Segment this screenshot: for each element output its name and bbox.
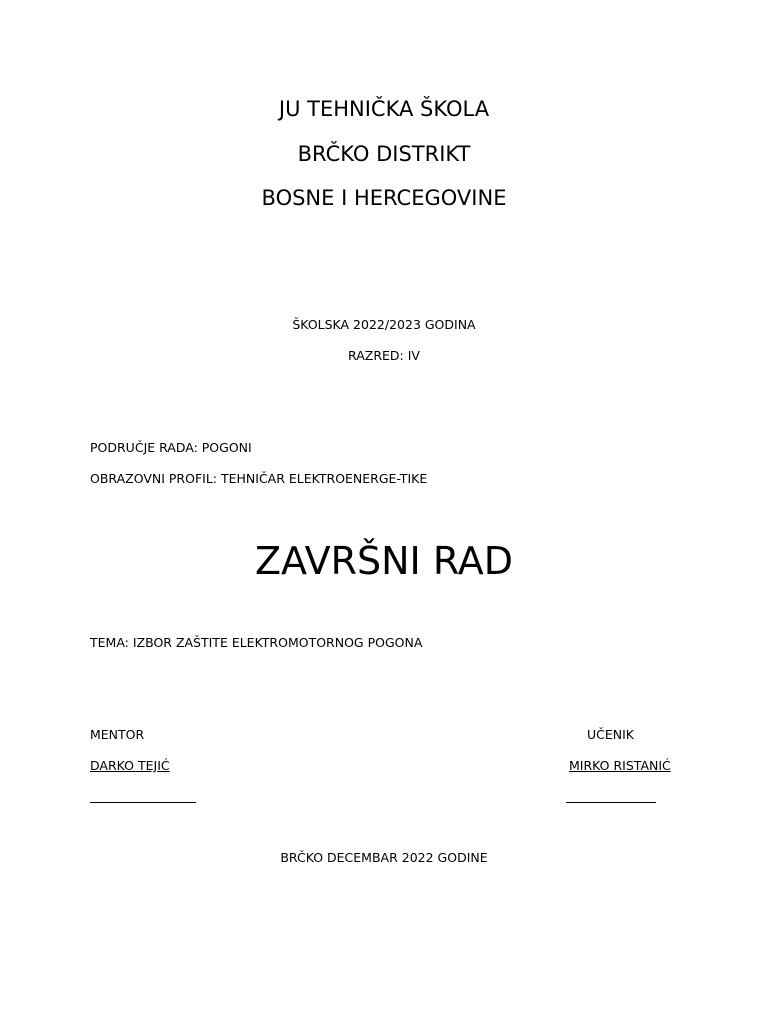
school-name-line-2: BRČKO DISTRIKT — [297, 142, 471, 166]
mentor-label: MENTOR — [90, 727, 145, 742]
place-date-footer: BRČKO DECEMBAR 2022 GODINE — [280, 850, 488, 865]
school-name-line-1: JU TEHNIČKA ŠKOLA — [278, 97, 490, 121]
mentor-signature-line — [90, 802, 196, 803]
education-profile: OBRAZOVNI PROFIL: TEHNIČAR ELEKTROENERGE-TIKE — [90, 471, 428, 486]
topic: TEMA: IZBOR ZAŠTITE ELEKTROMOTORNOG POGONA — [90, 635, 423, 650]
mentor-name: DARKO TEJIĆ — [90, 758, 170, 773]
work-area: PODRUČJE RADA: POGONI — [90, 440, 252, 455]
school-name-line-3: BOSNE I HERCEGOVINE — [261, 186, 507, 210]
student-signature-line — [566, 802, 656, 803]
school-year: ŠKOLSKA 2022/2023 GODINA — [292, 317, 476, 332]
document-title: ZAVRŠNI RAD — [255, 539, 513, 583]
grade: RAZRED: IV — [348, 348, 420, 363]
student-label: UČENIK — [587, 727, 635, 742]
student-name: MIRKO RISTANIĆ — [569, 758, 671, 773]
